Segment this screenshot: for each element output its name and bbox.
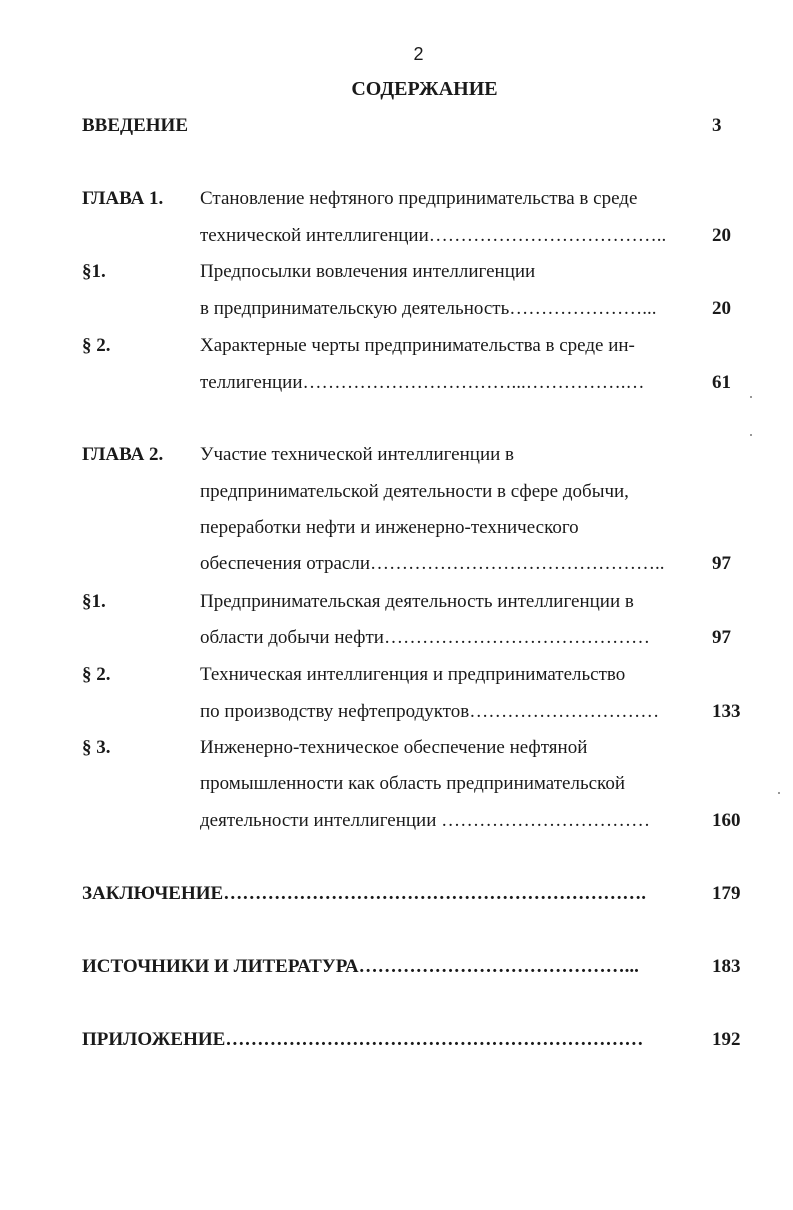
toc-ch1-sec2-label: § 2. [82, 335, 111, 356]
toc-chapter1-line: технической интеллигенции……………………………….. [200, 225, 667, 246]
toc-ch2-sec1-line: Предпринимательская деятельность интеллигенции в [200, 591, 634, 612]
toc-conclusion-page: 179 [712, 883, 741, 904]
toc-ch1-sec2-line: Характерные черты предпринимательства в среде ин- [200, 335, 635, 356]
toc-chapter1-label: ГЛАВА 1. [82, 188, 164, 209]
toc-ch2-sec2-page: 133 [712, 701, 741, 722]
toc-chapter2-label: ГЛАВА 2. [82, 444, 164, 465]
toc-sources-label: ИСТОЧНИКИ И ЛИТЕРАТУРА……………………………………... [82, 956, 639, 977]
toc-conclusion-label: ЗАКЛЮЧЕНИЕ…………………………………………………………. [82, 883, 646, 904]
toc-intro-label: ВВЕДЕНИЕ [82, 115, 188, 136]
toc-ch2-sec1-page: 97 [712, 627, 731, 648]
toc-chapter2-line: Участие технической интеллигенции в [200, 444, 515, 465]
toc-ch2-sec3-line: промышленности как область предпринимательской [200, 773, 625, 794]
toc-title: СОДЕРЖАНИЕ [351, 78, 498, 100]
toc-ch2-sec3-line: Инженерно-техническое обеспечение нефтяной [200, 737, 588, 758]
toc-ch2-sec1-label: §1. [82, 591, 106, 612]
toc-chapter2-line: предпринимательской деятельности в сфере добычи, [200, 481, 629, 502]
scan-speck [750, 434, 752, 436]
toc-ch2-sec3-page: 160 [712, 810, 741, 831]
toc-chapter1-line: Становление нефтяного предпринимательства в среде [200, 188, 638, 209]
toc-chapter2-line: обеспечения отрасли……………………………………….. [200, 553, 665, 574]
toc-intro-page: 3 [712, 115, 722, 136]
toc-chapter2-page: 97 [712, 553, 731, 574]
toc-ch1-sec1-label: §1. [82, 261, 106, 282]
toc-appendix-page: 192 [712, 1029, 741, 1050]
toc-chapter2-line: переработки нефти и инженерно-технического [200, 517, 579, 538]
toc-ch1-sec2-line: теллигенции……………………………...…………….… [200, 372, 645, 393]
toc-ch1-sec1-line: Предпосылки вовлечения интеллигенции [200, 261, 536, 282]
toc-ch2-sec1-line: области добычи нефти…………………………………… [200, 627, 650, 648]
toc-ch1-sec2-page: 61 [712, 372, 731, 393]
page-number: 2 [413, 44, 424, 64]
toc-ch2-sec3-line: деятельности интеллигенции …………………………… [200, 810, 651, 831]
toc-ch2-sec2-label: § 2. [82, 664, 111, 685]
toc-ch1-sec1-line: в предпринимательскую деятельность…………………... [200, 298, 657, 319]
toc-ch1-sec1-page: 20 [712, 298, 731, 319]
toc-ch2-sec3-label: § 3. [82, 737, 111, 758]
toc-sources-page: 183 [712, 956, 741, 977]
toc-ch2-sec2-line: по производству нефтепродуктов………………………… [200, 701, 660, 722]
scan-speck [778, 792, 780, 794]
toc-ch2-sec2-line: Техническая интеллигенция и предпринимательство [200, 664, 626, 685]
toc-chapter1-page: 20 [712, 225, 731, 246]
scan-speck [750, 396, 752, 398]
toc-appendix-label: ПРИЛОЖЕНИЕ………………………………………………………… [82, 1029, 644, 1050]
